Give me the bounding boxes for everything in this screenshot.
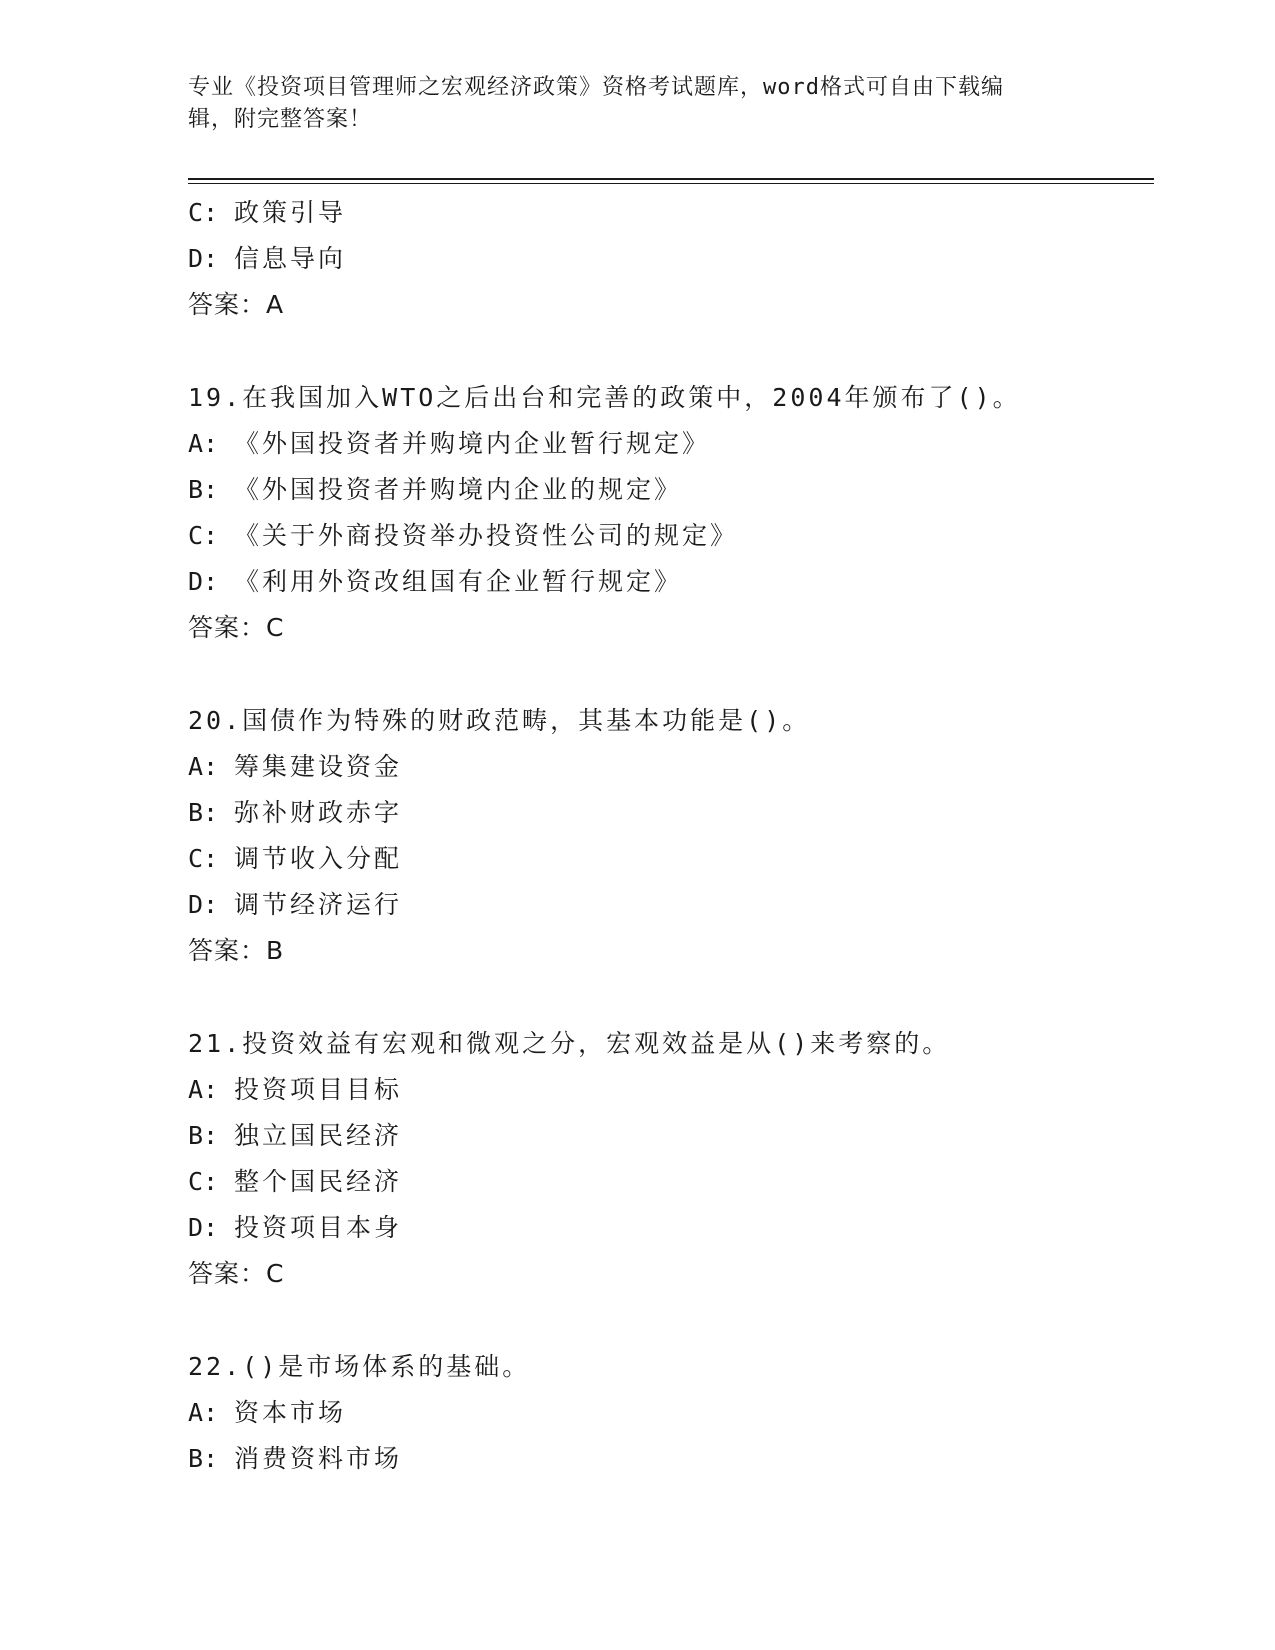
option-c (188, 190, 1154, 236)
option-text: 整个国民经济 (234, 1167, 403, 1196)
option-letter: D: (188, 567, 219, 596)
question-stem: 22.()是市场体系的基础。 (188, 1352, 531, 1381)
question-21 (188, 1021, 1154, 1297)
header-line-2: 辑，附完整答案！ (188, 107, 373, 132)
question-18-tail (188, 190, 1154, 328)
question-stem: 21.投资效益有宏观和微观之分，宏观效益是从()来考察的。 (188, 1029, 951, 1058)
option-b (188, 1113, 1154, 1159)
option-letter: D: (188, 890, 219, 919)
header-divider (188, 178, 1154, 180)
option-b (188, 467, 1154, 513)
option-letter: A: (188, 429, 219, 458)
option-letter: A: (188, 1398, 219, 1427)
header-line-1: 专业《投资项目管理师之宏观经济政策》资格考试题库，word格式可自由下载编 (188, 75, 1004, 100)
option-letter: C: (188, 521, 219, 550)
answer-line: 答案：B (188, 936, 285, 965)
document-header (188, 72, 1068, 136)
option-text: 调节经济运行 (234, 890, 403, 919)
option-letter: D: (188, 1213, 219, 1242)
option-d (188, 882, 1154, 928)
question-22 (188, 1344, 1154, 1482)
question-20 (188, 698, 1154, 974)
option-text: 《利用外资改组国有企业暂行规定》 (234, 567, 683, 596)
option-letter: A: (188, 752, 219, 781)
option-c (188, 513, 1154, 559)
option-a (188, 421, 1154, 467)
option-text: 消费资料市场 (234, 1444, 403, 1473)
option-text: 弥补财政赤字 (234, 798, 403, 827)
option-text: 政策引导 (234, 198, 347, 227)
option-text: 投资项目本身 (234, 1213, 403, 1242)
option-b (188, 790, 1154, 836)
option-d (188, 559, 1154, 605)
option-d (188, 236, 1154, 282)
option-text: 独立国民经济 (234, 1121, 403, 1150)
option-letter: D: (188, 244, 219, 273)
question-list (188, 190, 1154, 1482)
option-c (188, 836, 1154, 882)
option-text: 《外国投资者并购境内企业暂行规定》 (234, 429, 711, 458)
option-letter: B: (188, 798, 219, 827)
option-c (188, 1159, 1154, 1205)
option-text: 《关于外商投资举办投资性公司的规定》 (234, 521, 739, 550)
option-letter: B: (188, 1444, 219, 1473)
option-a (188, 744, 1154, 790)
answer-line: 答案：C (188, 1259, 285, 1288)
option-text: 信息导向 (234, 244, 347, 273)
question-stem: 19.在我国加入WTO之后出台和完善的政策中，2004年颁布了()。 (188, 383, 1021, 412)
answer-line: 答案：A (188, 290, 285, 319)
option-letter: C: (188, 198, 219, 227)
option-text: 投资项目目标 (234, 1075, 403, 1104)
option-text: 《外国投资者并购境内企业的规定》 (234, 475, 683, 504)
header-divider-thin (188, 183, 1154, 184)
answer-line: 答案：C (188, 613, 285, 642)
option-a (188, 1390, 1154, 1436)
option-d (188, 1205, 1154, 1251)
option-letter: B: (188, 1121, 219, 1150)
option-a (188, 1067, 1154, 1113)
option-letter: C: (188, 1167, 219, 1196)
option-b (188, 1436, 1154, 1482)
question-stem: 20.国债作为特殊的财政范畴，其基本功能是()。 (188, 706, 811, 735)
option-letter: A: (188, 1075, 219, 1104)
option-letter: B: (188, 475, 219, 504)
option-letter: C: (188, 844, 219, 873)
option-text: 筹集建设资金 (234, 752, 403, 781)
option-text: 调节收入分配 (234, 844, 403, 873)
question-19 (188, 375, 1154, 651)
option-text: 资本市场 (234, 1398, 347, 1427)
